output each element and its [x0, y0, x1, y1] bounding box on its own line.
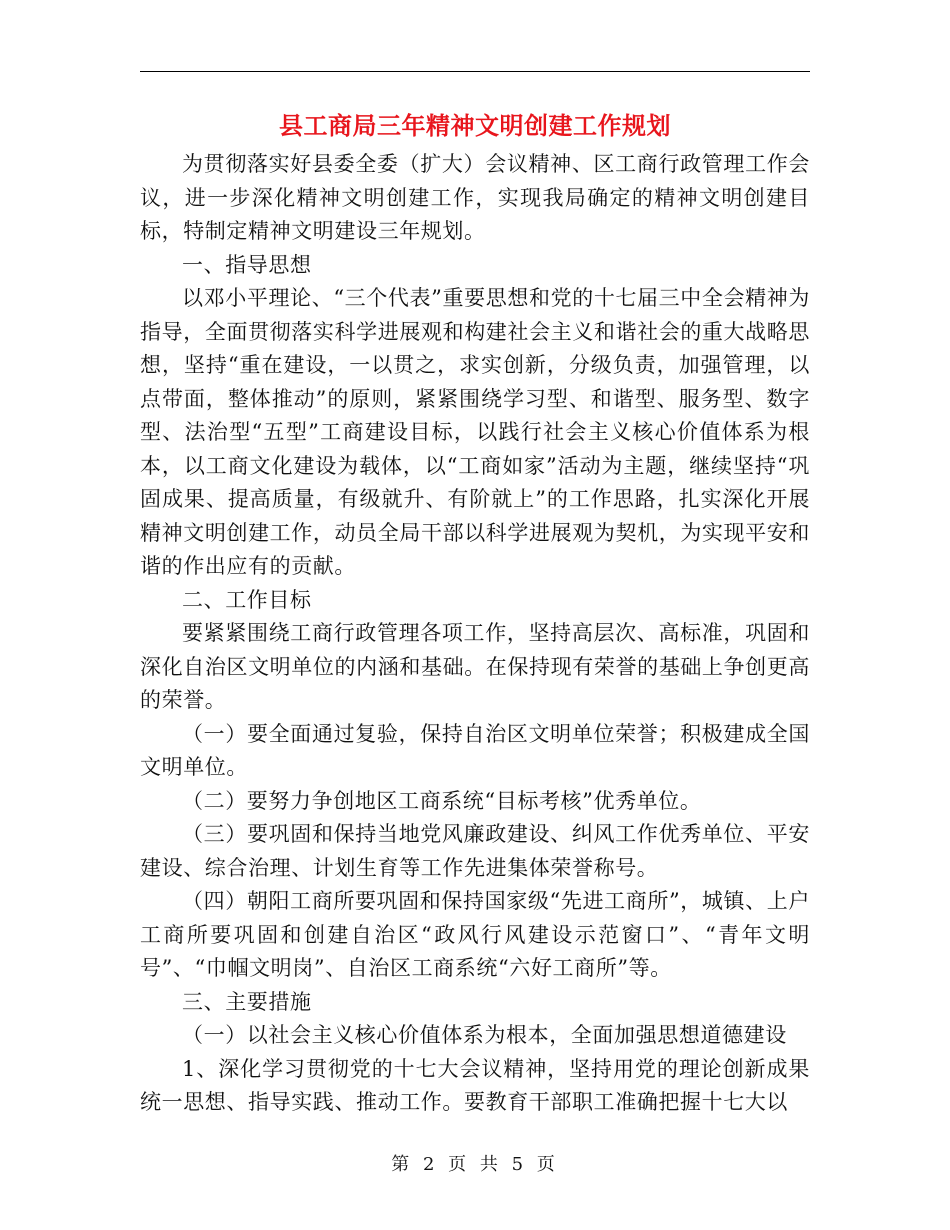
intro-paragraph: 为贯彻落实好县委全委（扩大）会议精神、区工商行政管理工作会议，进一步深化精神文明创建工作，实现我局确定的精神文明创建目标，特制定精神文明建设三年规划。 — [140, 152, 810, 243]
goal-item-4: （四）朝阳工商所要巩固和保持国家级“先进工商所”，城镇、上户工商所要巩固和创建自治区“政风行风建设示范窗口”、“青年文明号”、“巾帼文明岗”、自治区工商系统“六好工商所”等。 — [140, 889, 810, 980]
measure-item-1: 1、深化学习贯彻党的十七大会议精神，坚持用党的理论创新成果统一思想、指导实践、推动工作。要教育干部职工准确把握十七大以 — [140, 1056, 810, 1114]
header-rule — [140, 71, 810, 72]
section-heading-guiding-ideology: 一、指导思想 — [182, 252, 312, 277]
goal-item-1: （一）要全面通过复验，保持自治区文明单位荣誉；积极建成全国文明单位。 — [140, 721, 810, 779]
goal-item-2: （二）要努力争创地区工商系统“目标考核”优秀单位。 — [182, 788, 702, 813]
guiding-ideology-paragraph: 以邓小平理论、“三个代表”重要思想和党的十七届三中全会精神为指导，全面贯彻落实科学进展观和构建社会主义和谐社会的重大战略思想，坚持“重在建设，一以贯之，求实创新，分级负责，加强管理，以点带面，整体推动”的原则，紧紧围绕学习型、和谐型、服务型、数字型、法治型“五型”工商建设目标，以践行社会主义核心价值体系为根本，以工商文化建设为载体，以“工商如家”活动为主题，继续坚持“巩固成果、提高质量，有级就升、有阶就上”的工作思路，扎实深化开展精神文明创建工作，动员全局干部以科学进展观为契机，为实现平安和谐的作出应有的贡献。 — [140, 286, 810, 578]
page-footer: 第 2 页 共 5 页 — [391, 1154, 559, 1175]
goal-item-3: （三）要巩固和保持当地党风廉政建设、纠风工作优秀单位、平安建设、综合治理、计划生育等工作先进集体荣誉称号。 — [140, 822, 810, 880]
document-body — [140, 148, 810, 1120]
section-heading-main-measures: 三、主要措施 — [182, 989, 312, 1014]
measure-subheading-1: （一）以社会主义核心价值体系为根本，全面加强思想道德建设 — [182, 1023, 787, 1047]
section-heading-work-goals: 二、工作目标 — [182, 587, 312, 612]
document-title: 县工商局三年精神文明创建工作规划 — [279, 111, 671, 140]
work-goals-paragraph: 要紧紧围绕工商行政管理各项工作，坚持高层次、高标准，巩固和深化自治区文明单位的内涵和基础。在保持现有荣誉的基础上争创更高的荣誉。 — [140, 621, 810, 712]
